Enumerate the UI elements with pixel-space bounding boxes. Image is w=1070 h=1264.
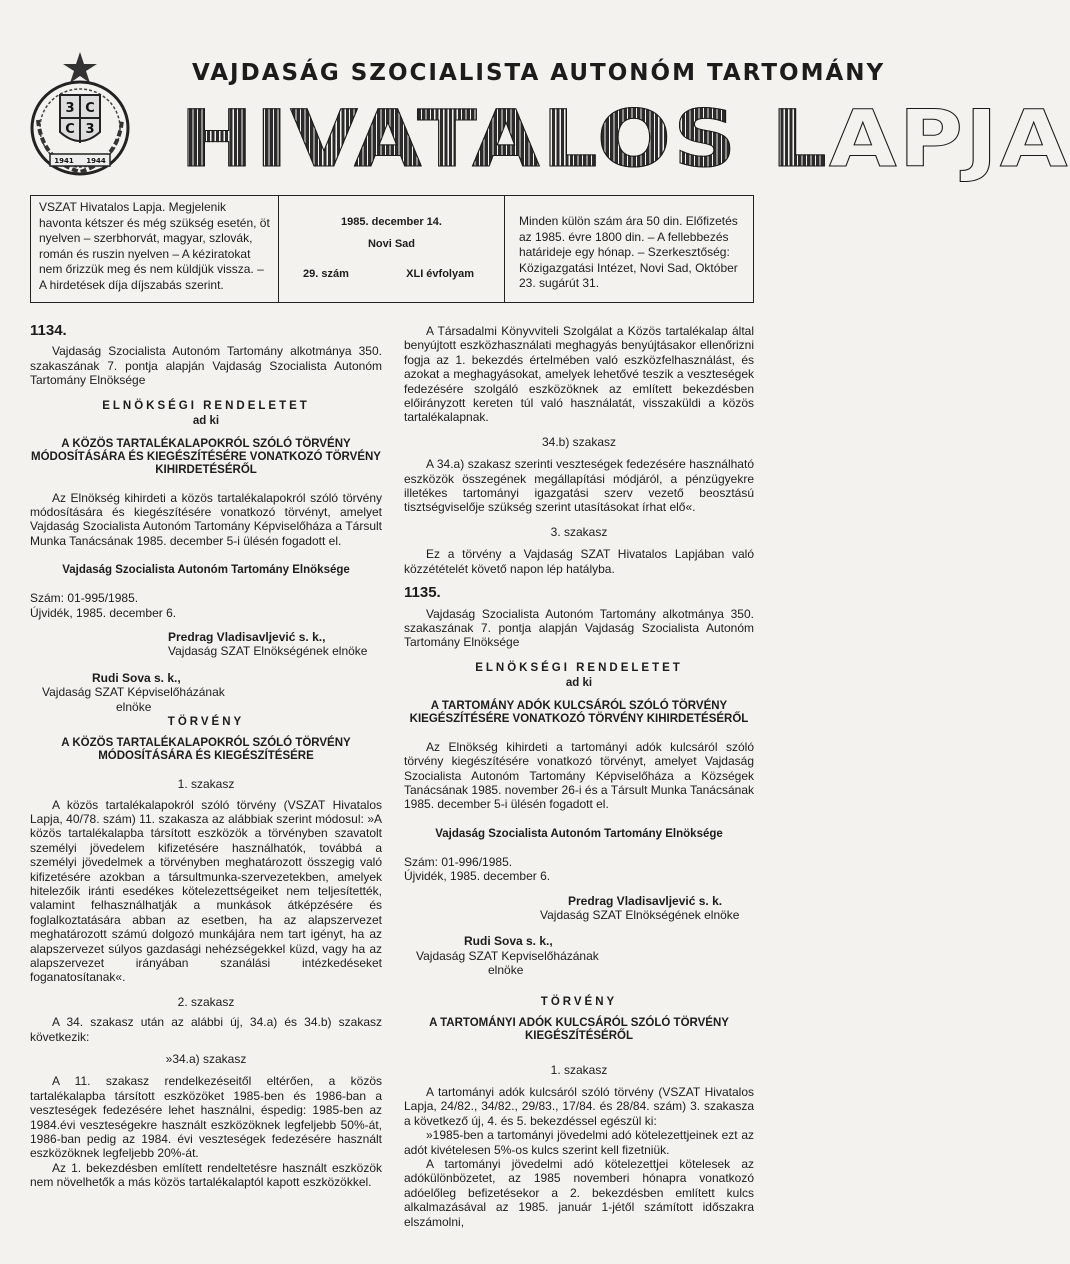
masthead-supertitle: VAJDASÁG SZOCIALISTA AUTONÓM TARTOMÁNY [192,60,886,86]
section-heading: 1. szakasz [177,777,235,792]
decree-title: A TARTOMÁNY ADÓK KULCSÁRÓL SZÓLÓ TÖRVÉNY KIEGÉSZÍTÉSÉRE VONATKOZÓ TÖRVÉNY KIHIRDETÉSÉRŐL [409,699,749,725]
issue-date: 1985. december 14. [341,216,442,228]
section-text: A 34.a) szakasz szerinti veszteségek fedezésére használható eszközök összegének megállapítási módjáról, a pénzügyekre illetékes tartományi igazgatási szerv vezető beosztású tisztségviselője szükség szerint utasításokat írhat elő«. [404,457,754,515]
section-heading: »34.a) szakasz [165,1052,247,1066]
emblem-letter: C [85,101,95,116]
issue-volume: XLI évfolyam [406,268,474,280]
presidency-name: Vajdaság Szocialista Autonóm Tartomány Elnöksége [62,564,350,577]
decree-adki: ad ki [565,676,593,689]
coat-of-arms-emblem [28,50,132,180]
masthead-title: HIVATALOS LAPJA [180,95,1070,185]
section-heading: 34.b) szakasz [541,434,617,449]
section-heading: 3. szakasz [550,524,608,539]
signature-role: Vajdaság SZAT Elnökségének elnöke [540,907,740,922]
issue-city: Novi Sad [367,238,416,250]
left-column [30,324,382,1190]
issue-details [279,196,505,302]
emblem-letter: 3 [85,122,95,137]
signature-name: Predrag Vladisavljević s. k. [568,893,723,908]
section-heading: 2. szakasz [177,994,235,1009]
emblem-letter: C [65,122,75,137]
decree-heading: ELNÖKSÉGI RENDELETET [475,661,683,674]
signature-role: Vajdaság SZAT Képviselőházának [42,685,225,700]
signature-role: elnöke [116,699,152,714]
signature-role: Vajdaság SZAT Elnökségének elnöke [168,644,368,659]
law-heading: TÖRVÉNY [540,995,618,1008]
intro-paragraph: Vajdaság Szocialista Autonóm Tartomány alkotmánya 350. szakaszának 7. pontja alapján Vajdaság Szocialista Autonóm Tartomány Elnöksége [30,344,382,388]
publication-info-box [30,195,754,303]
law-title: A KÖZÖS TARTALÉKALAPOKRÓL SZÓLÓ TÖRVÉNY MÓDOSÍTÁSÁRA ÉS KIEGÉSZÍTÉSÉRE [61,737,351,763]
emblem-letter: 3 [65,101,75,116]
signature-name: Predrag Vladisavljević s. k., [168,630,326,645]
section-text: Ez a törvény a Vajdaság SZAT Hivatalos Lapjában való közzétételét követő napon lép hatályba. [404,547,754,576]
section-text: A 11. szakasz rendelkezéseitől eltérően, a közös tartalékalapba társított eszközöket 1985-ben és 1986-ban a veszteségek fedezésére lehet használni, éspedig: 1985-ben az 1984.évi veszteségekre használt eszközöknek legfeljebb 50%-át, 1986-ban pedig az 1984. évi veszteségek fedezésére használt eszközöknek legfeljebb 20%-át. [30,1074,382,1161]
law-title: A TARTOMÁNYI ADÓK KULCSÁRÓL SZÓLÓ TÖRVÉNY KIEGÉSZÍTÉSÉRŐL [429,1016,729,1042]
right-column [404,324,754,1229]
reference-place-date: Újvidék, 1985. december 6. [404,869,551,884]
reference-number: Szám: 01-995/1985. [30,591,139,606]
intro-paragraph: Vajdaság Szocialista Autonóm Tartomány alkotmánya 350. szakaszának 7. pontja alapján Vajdaság Szocialista Autonóm Tartomány Elnöksége [404,606,754,650]
presidency-name: Vajdaság Szocialista Autonóm Tartomány Elnöksége [435,827,723,840]
decree-body: Az Elnökség kihirdeti a tartományi adók kulcsáról szóló törvény kiegészítésére vonatkozó törvényt, amelyet Vajdaság Szocialista Autonóm Tartomány Képviselőháza a Községek Tanácsának 1985. november 26-i és a Társult Munka Tanácsának 1985. december 5-i ülésén fogadott el. [404,739,754,812]
document-number: 1135. [404,584,441,602]
emblem-year: 1944 [86,157,106,165]
decree-heading: ELNÖKSÉGI RENDELETET [102,399,310,412]
issue-number: 29. szám [303,268,349,280]
decree-body: Az Elnökség kihirdeti a közös tartalékalapokról szóló törvény módosítására és kiegészítésére vonatkozó törvényt, amelyet Vajdaság Szocialista Autonóm Tartomány Képviselőháza a Társult Munka Tanácsának 1985. december 5-i ülésén fogadott el. [30,490,382,548]
signature-name: Rudi Sova s. k., [92,670,181,685]
section-text: A tartományi adók kulcsáról szóló törvény (VSZAT Hivatalos Lapja, 24/82., 34/82., 29/83., 17/84. és 28/84. szám) 3. szakasza a következő új, 4. és 5. bekezdéssel egészül ki: [404,1085,754,1128]
reference-place-date: Újvidék, 1985. december 6. [30,605,177,620]
section-text: A közös tartalékalapokról szóló törvény (VSZAT Hivatalos Lapja, 40/78. szám) 11. szakasza az alábbiak szerint módosul: »A közös tartalékalapba társított eszközök a törvényben szavatolt személyi jövedelem kifizetésére használhatók, továbbá a személyi jövedelmek a törvényben meghatározott összegig való kifizetésére azokban a társultmunka-szervezetekben, amelyek hitelezőik iránti esedékes kötelezettségeiket nem teljesítették, valamint felhasználhatják a munkások átképzésére és foglalkoztatására abban az esetben, ha az alapszervezet meghatározott számú dolgozó munkájára nem tart igényt, ha az alapszervezet súlyos gazdasági nehézségekkel küzd, vagy ha az alapszervezet irányában szanálási intézkedéseket foganatosítanak«. [30,797,382,985]
signature-name: Rudi Sova s. k., [464,934,553,949]
document-number: 1134. [30,322,67,339]
decree-title: A KÖZÖS TARTALÉKALAPOKRÓL SZÓLÓ TÖRVÉNY MÓDOSÍTÁSÁRA ÉS KIEGÉSZÍTÉSÉRE VONATKOZÓ TÖRVÉNY KIHIRDETÉSÉRŐL [31,437,381,476]
section-text: A Társadalmi Könyvviteli Szolgálat a Közös tartalékalap által benyújtott eszközhasználati meghagyás benyújtásakor ellenőrizni fogja az 1. bekezdés értelmében való eszközfelhasználást, és azokat a meghagyásokat, amelyek lehetővé teszik a veszteségek fedezésére szolgáló eszközöknek az említett bekezdésben előirányzott kereten túl való használatát, visszaküldi a közös tartalékalapnak. [404,324,754,425]
law-heading: TÖRVÉNY [167,716,245,729]
section-text: A 34. szakasz után az alábbi új, 34.a) és 34.b) szakasz következik: [30,1015,382,1044]
subscription-notice: Minden külön szám ára 50 din. Előfizetés az 1985. évre 1800 din. – A fellebbezés határideje egy hónap. – Szerkesztőség: Közigazgatási Intézet, Novi Sad, Október 23. sugárút 31. [519,214,738,290]
signature-role: Vajdaság SZAT Kepviselőházának [416,948,599,963]
decree-adki: ad ki [192,414,220,427]
publication-notice: VSZAT Hivatalos Lapja. Megjelenik havonta kétszer és még szükség esetén, öt nyelven – szerbhorvát, magyar, szlovák, román és ruszin nyelven – A kéziratokat nem őrizzük meg és nem küldjük vissza. – A hirdetések díja díjszabás szerint. [31,196,279,302]
section-text: Az 1. bekezdésben említett rendeltetésre használt eszközök nem növelhetők a más közös tartalékalaptól kapott eszközökkel. [30,1160,382,1190]
section-text: »1985-ben a tartományi jövedelmi adó kötelezettjeinek ezt az adót kivételesen 5%-os kulcs szerint kell fizetniük. [404,1128,754,1157]
signature-role: elnöke [488,963,524,978]
section-heading: 1. szakasz [550,1062,608,1077]
emblem-year: 1941 [54,157,74,165]
reference-number: Szám: 01-996/1985. [404,854,513,869]
section-text: A tartományi jövedelmi adó kötelezettjei kötelesek az adókülönbözetet, az 1985 novemberi hónapra vonatkozó adóelőleg befizetésekor a 2. bekezdésben említett kulcs alkalmazásával az 1985. január 1-jétől számított időszakra elszámolni, [404,1157,754,1229]
